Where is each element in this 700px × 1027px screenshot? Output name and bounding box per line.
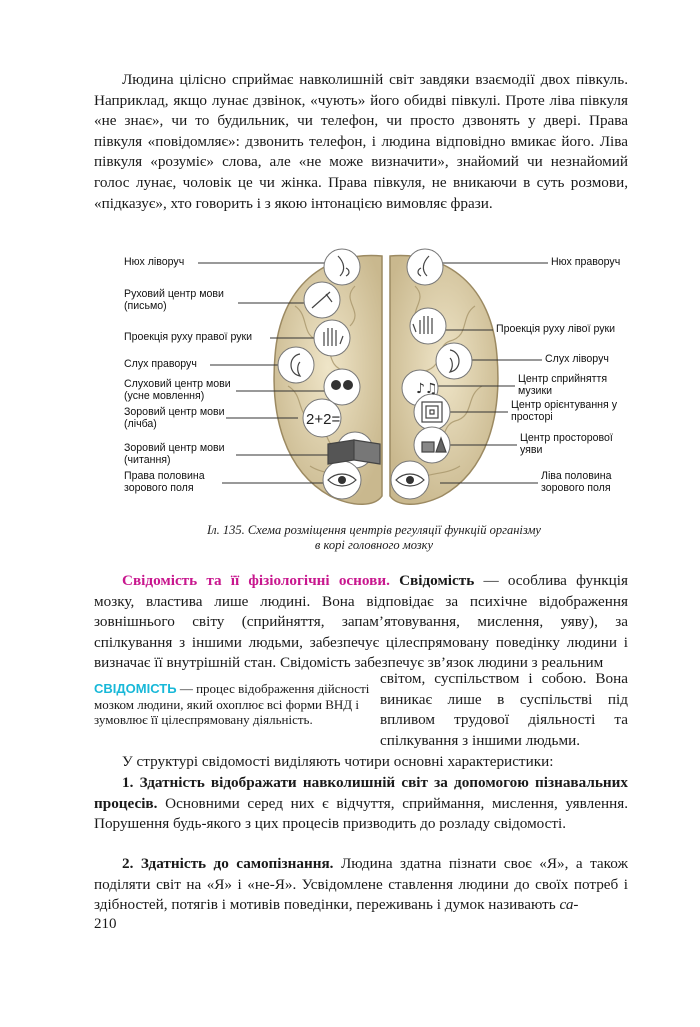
characteristic-2-title: 2. Здатність до самопізнання.: [122, 855, 334, 872]
sidenote-term: СВІДОМІСТЬ: [94, 681, 177, 696]
caption-line-2: в корі головного мозку: [314, 538, 434, 552]
consciousness-text: — особлива функція мозку, властива лише людині. Вона відповідає за психічне відображення зовнішнього світу (сприйняття, запам’ятовування, мислення, уяву), за спілкування з іншими людьми, забезпечує цілеспрямовану поведінку людини і визначає її внутрішній стан. Свідомість забезпечує зв’язок людини з реальним: [94, 572, 628, 672]
label-auditory-speech: Слуховий центр мови (усне мовлення): [124, 378, 231, 402]
brain-figure: [110, 246, 638, 514]
consciousness-continuation: світом, суспільством і собою. Вона виникає лише в суспільстві під впливом трудової діяльності та спілкування з іншими людьми.: [380, 670, 628, 749]
nose-left-icon: [324, 249, 360, 285]
speech-faces-icon: [324, 369, 360, 405]
label-smell-right: Нюх праворуч: [551, 256, 621, 268]
label-left-hand: Проекція руху лівої руки: [496, 323, 616, 335]
label-visual-reading: Зоровий центр мови (читання): [124, 442, 225, 466]
characteristic-2-text: Людина здатна пізнати своє «Я», а також поділяти світ на «Я» і «не-Я». Усвідомлене ставлення людини до своїх потреб і здібностей, потягів і мотивів поведінки, переживань і думок називають: [94, 855, 628, 914]
label-hearing-left: Слух ліворуч: [545, 353, 609, 365]
label-orientation: Центр орієнтування у просторі: [511, 399, 618, 423]
label-spatial-imagination: Центр просторової уяви: [520, 432, 613, 456]
nose-right-icon: [407, 249, 443, 285]
page-number: 210: [94, 916, 117, 932]
label-right-visual-field: Права половина зорового поля: [124, 470, 205, 494]
characteristic-2: [94, 854, 628, 916]
structure-paragraph: У структурі свідомості виділяють чотири основні характеристики:: [122, 753, 554, 770]
characteristic-1: [94, 773, 628, 835]
caption-line-1: Іл. 135. Схема розміщення центрів регуляції функцій організму: [207, 523, 541, 537]
definition-sidenote: [94, 681, 374, 728]
characteristic-2-tail: са-: [559, 896, 579, 914]
characteristic-1-title: 1. Здатність відображати навколишній світ за допомогою пізнавальних процесів.: [94, 774, 628, 812]
svg-text:♪♫: ♪♫: [416, 381, 438, 397]
writing-hand-icon: [304, 282, 340, 318]
orientation-icon: [414, 394, 450, 430]
consciousness-paragraph: [94, 571, 628, 674]
label-left-visual-field: Ліва половина зорового поля: [541, 470, 612, 494]
label-music-center: Центр сприйняття музики: [518, 373, 608, 397]
ear-right-icon: [278, 347, 314, 383]
intro-paragraph: Людина цілісно сприймає навколишній світ завдяки взаємодії двох півкуль. Наприклад, якщо лунає дзвінок, «чують» його обидві півкулі. Проте ліва півкуля «не знає», чи то будильник, чи телефон, чи просто дзвонять у двері. Права півкуля «повідомляє»: дзвонить телефон, і людина відповідно вмикає його. Ліва півкуля «розуміє» слова, але «не може визначити», знайомий чи незнайомий голос лунає, чоловік це чи жінка. Права півкуля, не вникаючи в суть розмови, «підказує», хто говорить і з якою інтонацією вимовляє фрази.: [94, 71, 628, 212]
figure-caption: [110, 523, 638, 553]
sidenote-text: — процес відображення дійсності мозком людини, який охоплює всі форми ВНД і зумовлює її цілеспрямовану діяльність.: [94, 681, 370, 727]
label-motor-speech-writing: Руховий центр мови (письмо): [124, 288, 224, 312]
characteristic-1-text: Основними серед них є відчуття, сприймання, мислення, уявлення. Порушення будь-якого з цих процесів призводить до розладу свідомості.: [94, 794, 628, 833]
section-heading: Свідомість та її фізіологічні основи.: [122, 572, 390, 589]
label-right-hand: Проекція руху правої руки: [124, 331, 253, 343]
label-visual-counting: Зоровий центр мови (лічба): [124, 406, 225, 430]
label-hearing-right: Слух праворуч: [124, 358, 197, 370]
math-text: 2+2=: [306, 411, 341, 428]
label-smell-left: Нюх ліворуч: [124, 256, 185, 268]
consciousness-term: Свідомість: [399, 572, 475, 589]
ear-left-icon: [436, 343, 472, 379]
